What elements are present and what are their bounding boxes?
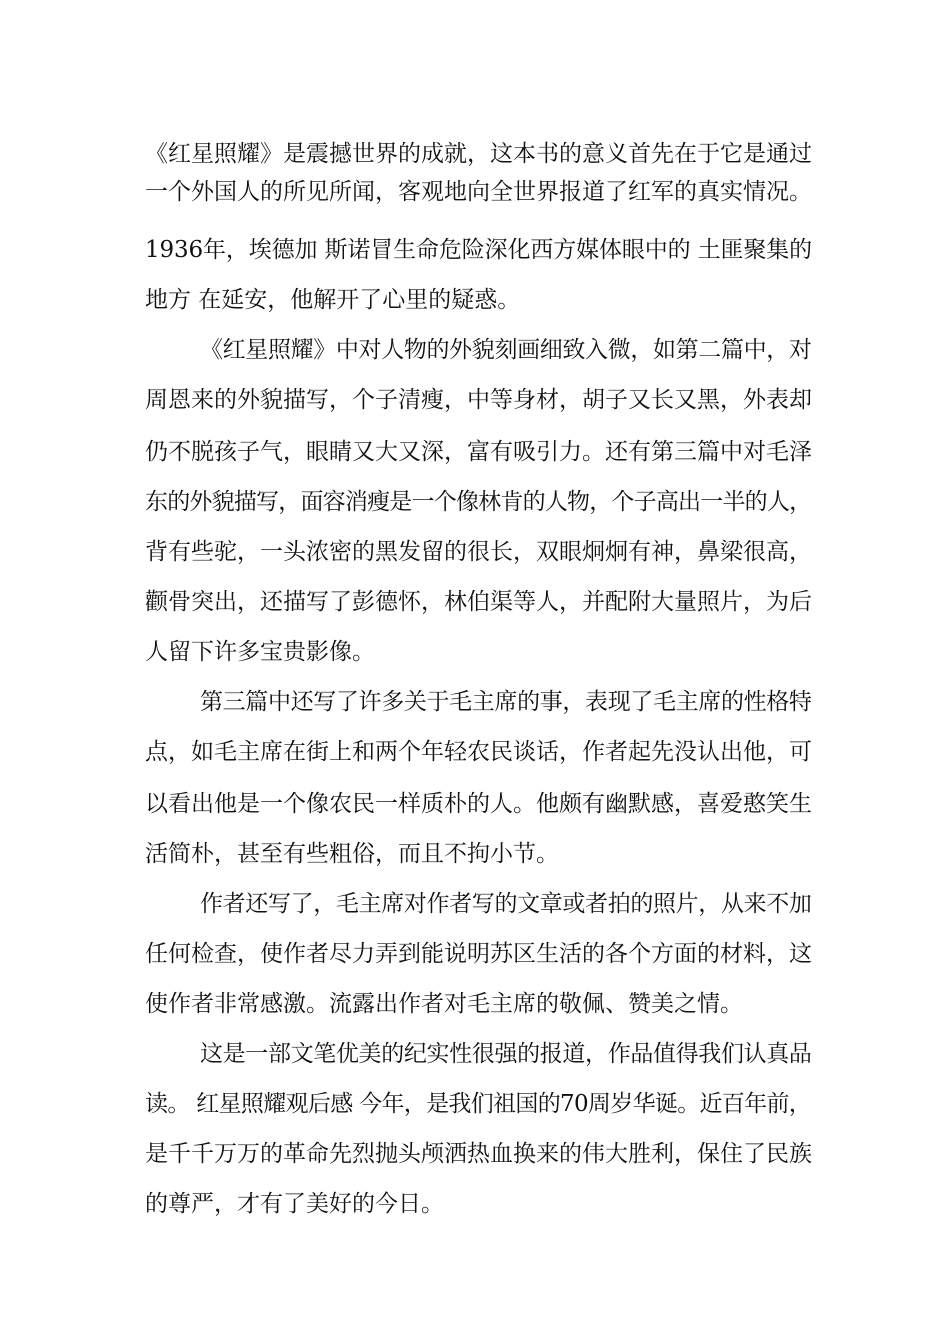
text-line: 是千千万万的革命先烈抛头颅洒热血换来的伟大胜利，保住了民族 [145,1141,812,1167]
text-line: 这是一部文笔优美的纪实性很强的报道，作品值得我们认真品 [200,1041,812,1067]
text-line: 作者还写了，毛主席对作者写的文章或者拍的照片，从来不加 [200,891,812,917]
text-line: 任何检查，使作者尽力弄到能说明苏区生活的各个方面的材料，这 [145,941,812,967]
text-line: 1936年，埃德加 斯诺冒生命危险深化西方媒体眼中的 土匪聚集的 [145,237,812,263]
text-line: 《红星照耀》是震撼世界的成就，这本书的意义首先在于它是通过 [145,141,812,167]
text-line: 《红星照耀》中对人物的外貌刻画细致入微，如第二篇中，对 [200,337,812,363]
text-line: 读。 红星照耀观后感 今年，是我们祖国的70周岁华诞。近百年前， [145,1091,812,1117]
text-line: 点，如毛主席在街上和两个年轻农民谈话，作者起先没认出他，可 [145,739,812,765]
text-line: 的尊严，才有了美好的今日。 [145,1191,444,1217]
text-line: 一个外国人的所见所闻，客观地向全世界报道了红军的真实情况。 [145,179,812,205]
text-line: 以看出他是一个像农民一样质朴的人。他颇有幽默感，喜爱憨笑生 [145,791,812,817]
text-line: 仍不脱孩子气，眼睛又大又深，富有吸引力。还有第三篇中对毛泽 [145,439,812,465]
text-line: 活简朴，甚至有些粗俗，而且不拘小节。 [145,841,559,867]
text-line: 东的外貌描写，面容消瘦是一个像林肯的人物，个子高出一半的人， [145,489,812,515]
text-line: 地方 在延安，他解开了心里的疑惑。 [145,287,521,313]
text-line: 第三篇中还写了许多关于毛主席的事，表现了毛主席的性格特 [200,689,812,715]
text-line: 使作者非常感激。流露出作者对毛主席的敬佩、赞美之情。 [145,991,743,1017]
text-line: 周恩来的外貌描写，个子清瘦，中等身材，胡子又长又黑，外表却 [145,387,812,413]
text-line: 人留下许多宝贵影像。 [145,639,375,665]
text-line: 背有些驼，一头浓密的黑发留的很长，双眼炯炯有神，鼻梁很高， [145,539,812,565]
text-line: 颧骨突出，还描写了彭德怀，林伯渠等人，并配附大量照片，为后 [145,589,812,615]
